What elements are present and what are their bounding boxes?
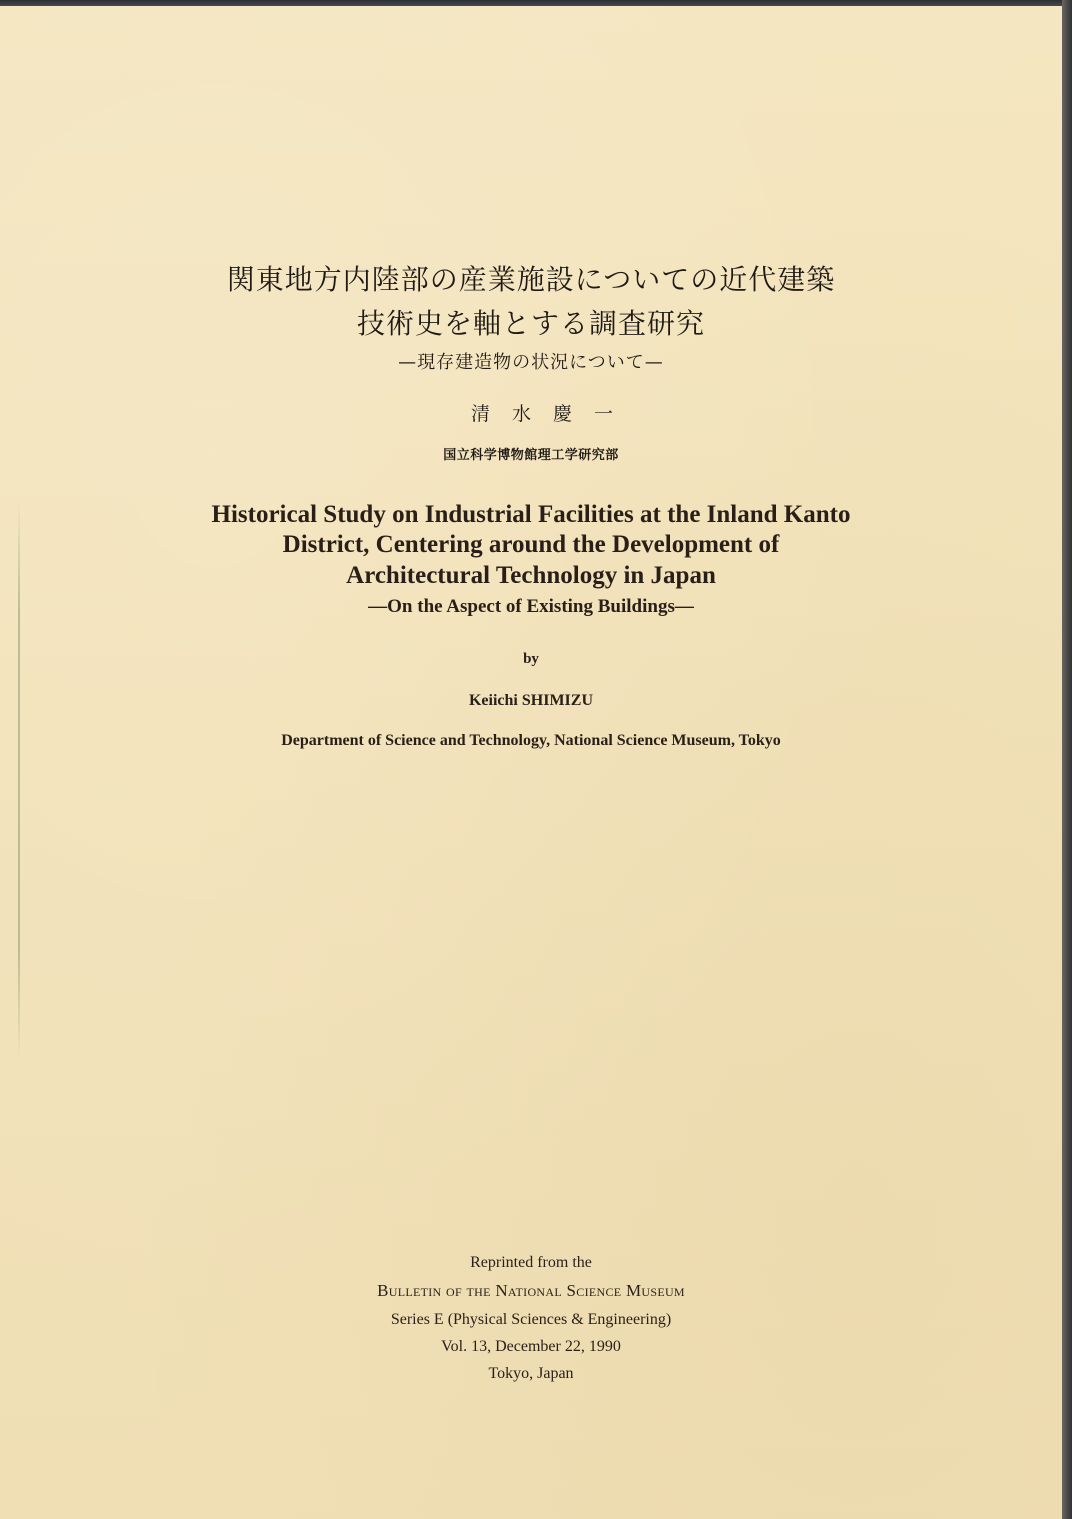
english-title-line-1: Historical Study on Industrial Facilities at the Inland Kanto <box>211 501 851 528</box>
japanese-author: 清水慶一 <box>470 403 635 425</box>
japanese-affiliation: 国立科学博物館理工学研究部 <box>443 448 619 463</box>
byline-by: by <box>523 651 539 667</box>
reprint-note: Reprinted from the <box>470 1254 592 1271</box>
japanese-title-line-2: 技術史を軸とする調査研究 <box>356 307 705 340</box>
japanese-subtitle: —現存建造物の状況について— <box>398 352 664 373</box>
english-affiliation: Department of Science and Technology, National Science Museum, Tokyo <box>281 732 781 749</box>
japanese-title-line-1: 関東地方内陸部の産業施設についての近代建築 <box>226 263 836 296</box>
publication-place: Tokyo, Japan <box>488 1365 574 1382</box>
journal-series: Series E (Physical Sciences & Engineering) <box>390 1311 672 1328</box>
page-top-edge <box>0 0 1072 6</box>
english-author: Keiichi SHIMIZU <box>468 692 593 709</box>
english-title-line-3: Architectural Technology in Japan <box>346 562 716 589</box>
english-title-line-2: District, Centering around the Development of <box>282 531 780 558</box>
page-right-edge <box>1062 0 1072 1519</box>
english-subtitle: —On the Aspect of Existing Buildings— <box>368 596 694 617</box>
journal-volume: Vol. 13, December 22, 1990 <box>441 1338 621 1355</box>
journal-name: Bulletin of the National Science Museum <box>377 1281 685 1300</box>
